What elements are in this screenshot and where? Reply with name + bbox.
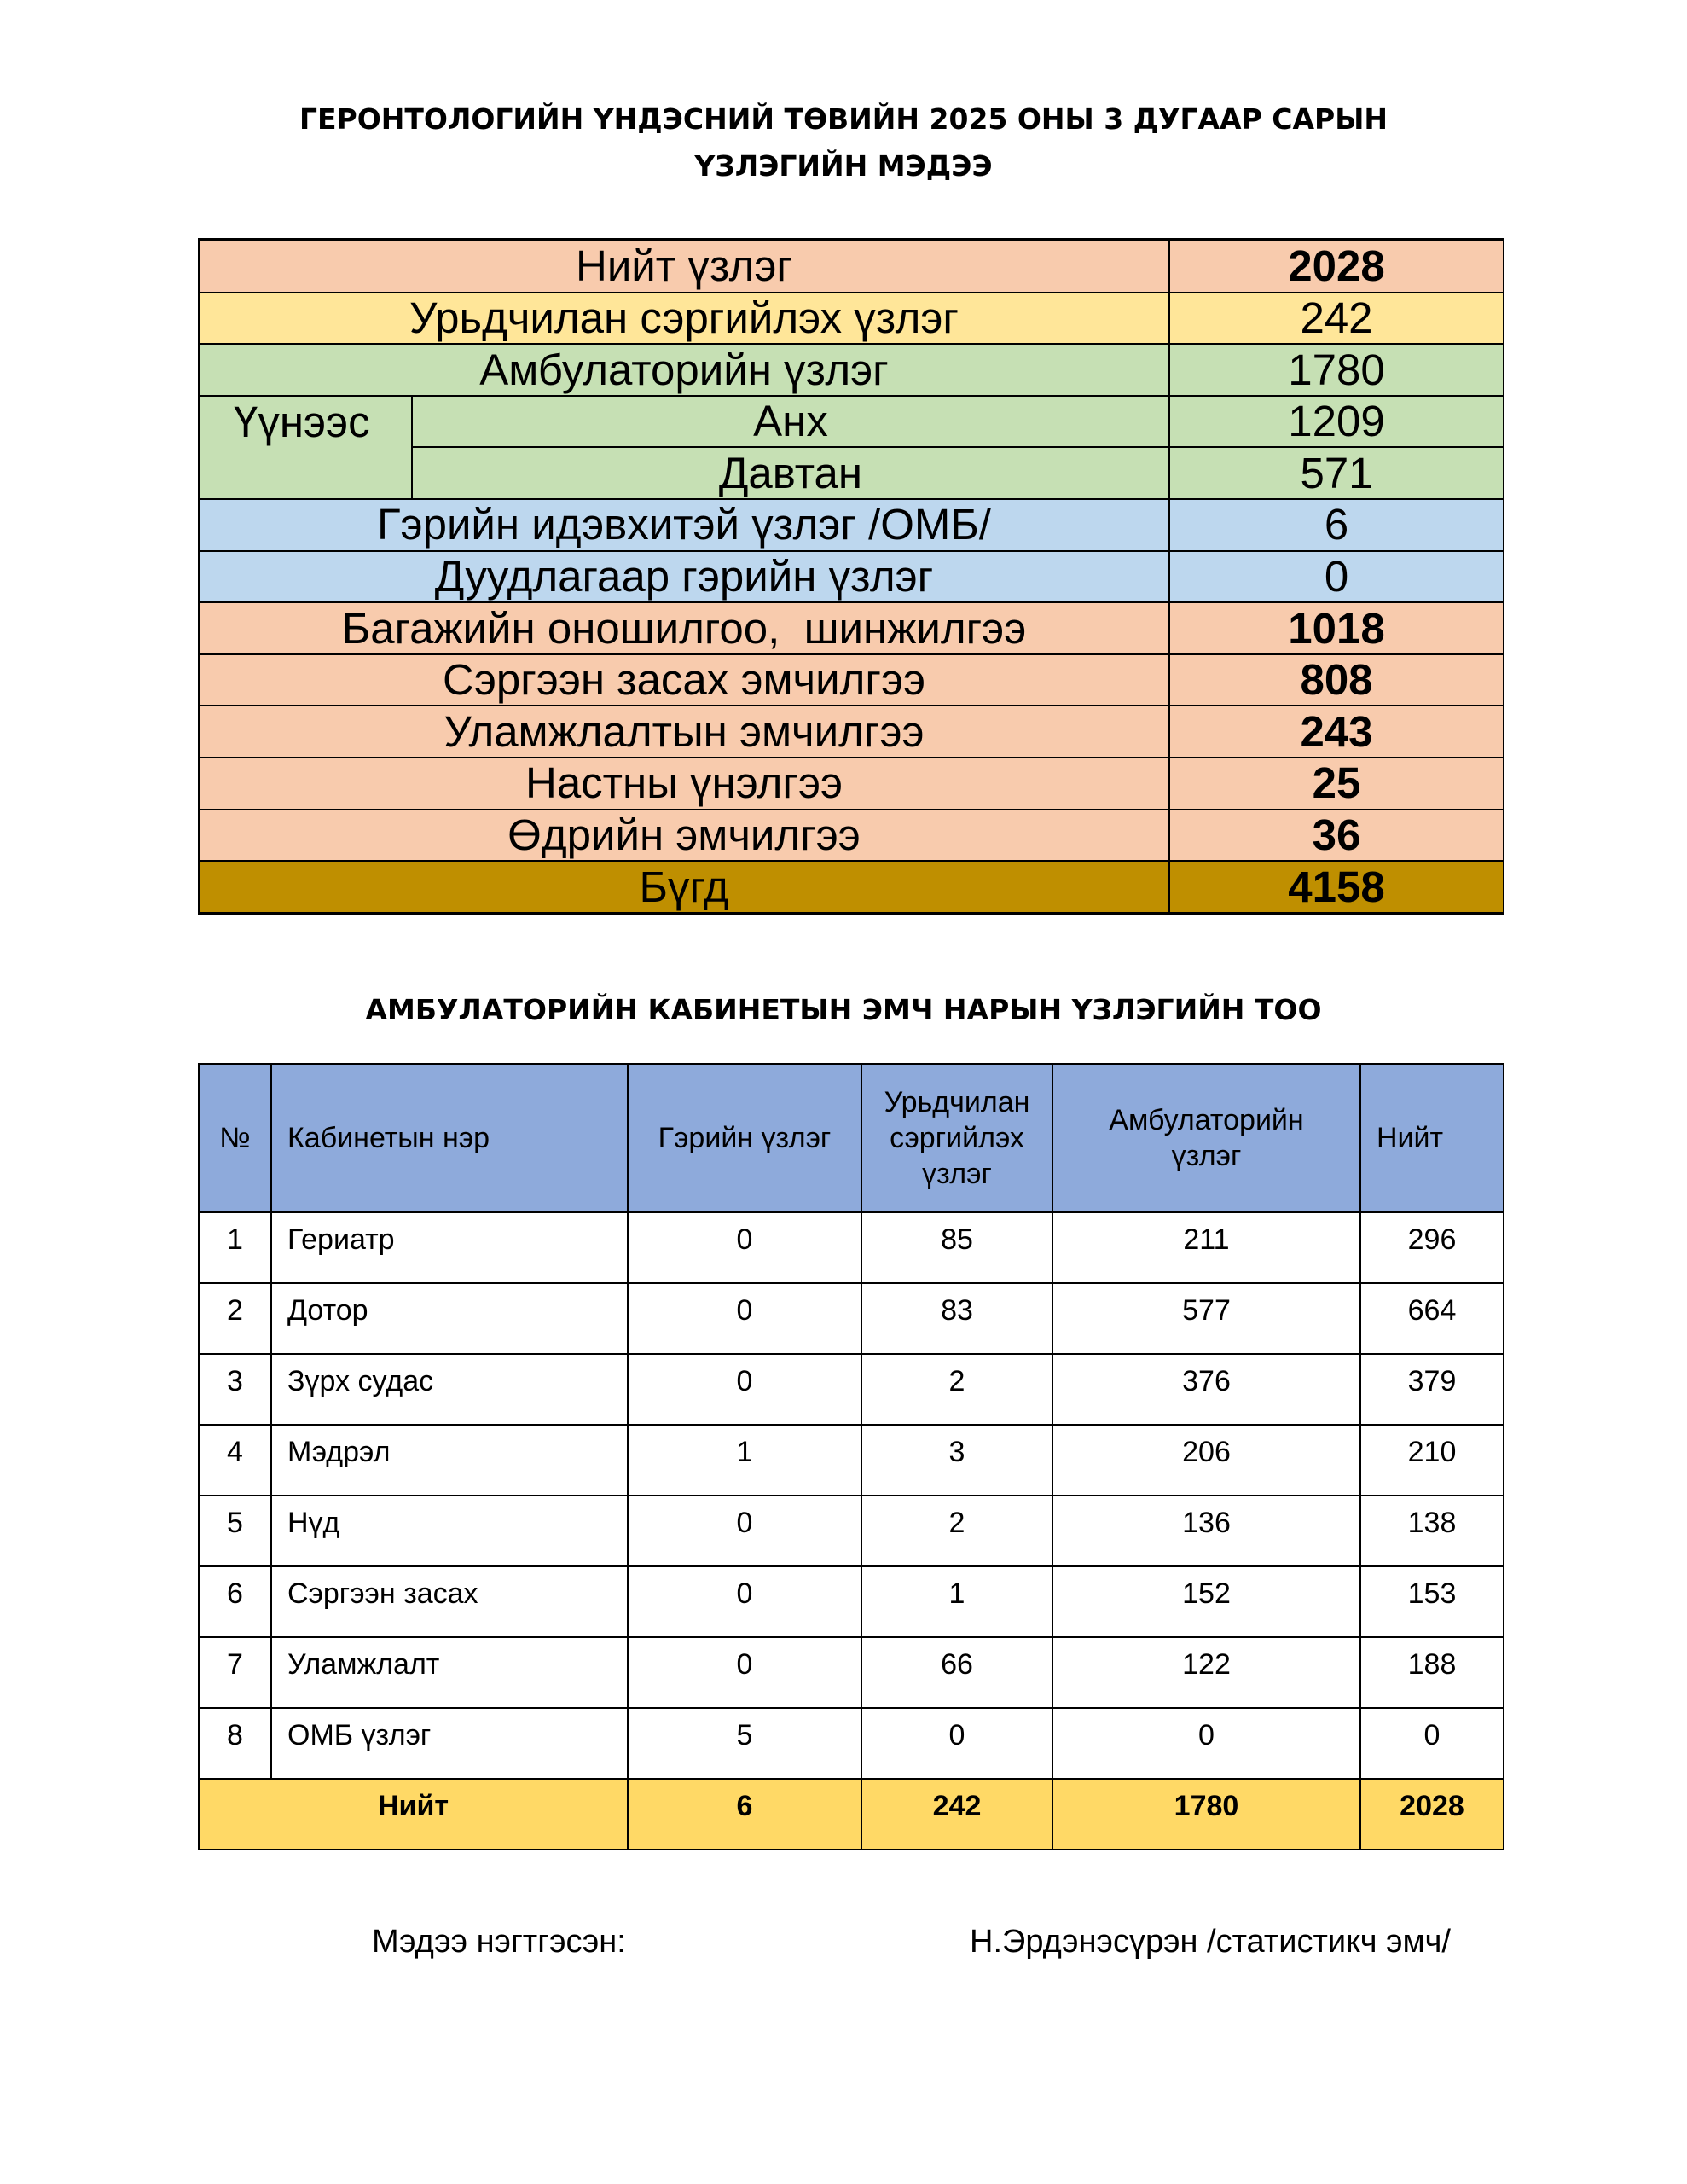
summary-row-diagnostics	[199, 602, 1504, 654]
cell-name: Сэргээн засах	[271, 1566, 628, 1637]
summary-value: 243	[1169, 706, 1504, 758]
compiled-by: Н.Эрдэнэсүрэн /статистикч эмч/	[970, 1924, 1451, 1960]
total-home: 6	[628, 1779, 861, 1850]
header-outpatient-line: үзлэг	[1171, 1140, 1242, 1172]
cell-no: 2	[199, 1283, 271, 1354]
table-row	[199, 1496, 1504, 1566]
summary-label: Урьдчилан сэргийлэх үзлэг	[199, 293, 1169, 345]
of-which-label: Үүнээс	[199, 396, 412, 499]
summary-value: 1780	[1169, 344, 1504, 396]
cell-total: 138	[1360, 1496, 1504, 1566]
summary-table	[198, 238, 1504, 915]
cell-total: 0	[1360, 1708, 1504, 1779]
summary-label: Давтан	[412, 447, 1169, 499]
cell-preventive: 2	[861, 1354, 1052, 1425]
cell-preventive: 85	[861, 1212, 1052, 1283]
cell-no: 5	[199, 1496, 271, 1566]
summary-value: 6	[1169, 499, 1504, 551]
cell-outpatient: 0	[1052, 1708, 1360, 1779]
table-row	[199, 1212, 1504, 1283]
summary-label: Сэргээн засах эмчилгээ	[199, 654, 1169, 706]
summary-label: Бүгд	[199, 861, 1169, 914]
cell-home: 0	[628, 1496, 861, 1566]
summary-label: Багажийн оношилгоо, шинжилгээ	[199, 602, 1169, 654]
cabinet-total-row	[199, 1779, 1504, 1850]
summary-row-preventive	[199, 293, 1504, 345]
summary-row-traditional	[199, 706, 1504, 758]
summary-value: 242	[1169, 293, 1504, 345]
summary-row-total-exam	[199, 240, 1504, 293]
total-label: Нийт	[199, 1779, 628, 1850]
cell-name: Уламжлалт	[271, 1637, 628, 1708]
table-row	[199, 1354, 1504, 1425]
cell-home: 0	[628, 1212, 861, 1283]
summary-row-frailty	[199, 758, 1504, 810]
cell-outpatient: 211	[1052, 1212, 1360, 1283]
title-line-2: ҮЗЛЭГИЙН МЭДЭЭ	[694, 149, 993, 183]
cell-name: Нүд	[271, 1496, 628, 1566]
header-preventive	[861, 1064, 1052, 1212]
summary-label: Амбулаторийн үзлэг	[199, 344, 1169, 396]
cell-home: 0	[628, 1637, 861, 1708]
cell-name: Дотор	[271, 1283, 628, 1354]
table-row	[199, 1566, 1504, 1637]
cell-name: Мэдрэл	[271, 1425, 628, 1496]
cell-no: 1	[199, 1212, 271, 1283]
cell-preventive: 83	[861, 1283, 1052, 1354]
header-total: Нийт	[1360, 1064, 1504, 1212]
summary-value: 25	[1169, 758, 1504, 810]
summary-label: Дуудлагаар гэрийн үзлэг	[199, 551, 1169, 603]
cabinet-section-title: АМБУЛАТОРИЙН КАБИНЕТЫН ЭМЧ НАРЫН ҮЗЛЭГИЙН ТОО	[365, 993, 1322, 1026]
cabinet-header-row	[199, 1064, 1504, 1212]
cell-no: 7	[199, 1637, 271, 1708]
summary-value: 571	[1169, 447, 1504, 499]
summary-value: 808	[1169, 654, 1504, 706]
summary-label: Гэрийн идэвхитэй үзлэг /ОМБ/	[199, 499, 1169, 551]
cell-preventive: 0	[861, 1708, 1052, 1779]
cell-total: 210	[1360, 1425, 1504, 1496]
cell-no: 4	[199, 1425, 271, 1496]
cell-total: 188	[1360, 1637, 1504, 1708]
cell-home: 0	[628, 1354, 861, 1425]
summary-label: Нийт үзлэг	[199, 240, 1169, 293]
cell-home: 5	[628, 1708, 861, 1779]
cell-home: 1	[628, 1425, 861, 1496]
header-preventive-line: үзлэг	[922, 1158, 992, 1190]
summary-row-home-active	[199, 499, 1504, 551]
cell-total: 153	[1360, 1566, 1504, 1637]
cell-outpatient: 577	[1052, 1283, 1360, 1354]
summary-label: Анх	[412, 396, 1169, 448]
cell-name: ОМБ үзлэг	[271, 1708, 628, 1779]
cell-preventive: 66	[861, 1637, 1052, 1708]
table-row	[199, 1708, 1504, 1779]
cell-total: 664	[1360, 1283, 1504, 1354]
cell-outpatient: 122	[1052, 1637, 1360, 1708]
header-name: Кабинетын нэр	[271, 1064, 628, 1212]
cell-name: Гериатр	[271, 1212, 628, 1283]
title-line-1: ГЕРОНТОЛОГИЙН ҮНДЭСНИЙ ТӨВИЙН 2025 ОНЫ 3 ДУГААР САРЫН	[299, 102, 1388, 136]
summary-value: 2028	[1169, 240, 1504, 293]
compiled-label: Мэдээ нэгтгэсэн:	[372, 1924, 626, 1960]
summary-value: 1018	[1169, 602, 1504, 654]
summary-value: 0	[1169, 551, 1504, 603]
cell-preventive: 3	[861, 1425, 1052, 1496]
cell-outpatient: 376	[1052, 1354, 1360, 1425]
cell-outpatient: 152	[1052, 1566, 1360, 1637]
summary-label: Өдрийн эмчилгээ	[199, 810, 1169, 862]
summary-value: 1209	[1169, 396, 1504, 448]
summary-row-first-visit	[199, 396, 1504, 448]
table-row	[199, 1425, 1504, 1496]
table-row	[199, 1283, 1504, 1354]
summary-value: 4158	[1169, 861, 1504, 914]
header-preventive-line: сэргийлэх	[890, 1122, 1024, 1154]
header-preventive-line: Урьдчилан	[884, 1086, 1030, 1118]
cell-no: 8	[199, 1708, 271, 1779]
summary-row-outpatient	[199, 344, 1504, 396]
total-preventive: 242	[861, 1779, 1052, 1850]
header-outpatient	[1052, 1064, 1360, 1212]
header-outpatient-line: Амбулаторийн	[1109, 1104, 1304, 1136]
cell-no: 6	[199, 1566, 271, 1637]
summary-value: 36	[1169, 810, 1504, 862]
table-row	[199, 1637, 1504, 1708]
header-no: №	[199, 1064, 271, 1212]
header-home: Гэрийн үзлэг	[628, 1064, 861, 1212]
cabinet-table	[198, 1063, 1504, 1850]
cell-home: 0	[628, 1283, 861, 1354]
cell-total: 379	[1360, 1354, 1504, 1425]
cell-preventive: 1	[861, 1566, 1052, 1637]
summary-label: Настны үнэлгээ	[199, 758, 1169, 810]
total-total: 2028	[1360, 1779, 1504, 1850]
cell-no: 3	[199, 1354, 271, 1425]
cell-home: 0	[628, 1566, 861, 1637]
summary-row-home-call	[199, 551, 1504, 603]
summary-label: Уламжлалтын эмчилгээ	[199, 706, 1169, 758]
summary-row-day-care	[199, 810, 1504, 862]
cell-outpatient: 206	[1052, 1425, 1360, 1496]
document-title	[0, 96, 1687, 189]
summary-row-grand-total	[199, 861, 1504, 914]
summary-row-rehab	[199, 654, 1504, 706]
cell-outpatient: 136	[1052, 1496, 1360, 1566]
cell-total: 296	[1360, 1212, 1504, 1283]
cell-preventive: 2	[861, 1496, 1052, 1566]
total-outpatient: 1780	[1052, 1779, 1360, 1850]
cell-name: Зүрх судас	[271, 1354, 628, 1425]
